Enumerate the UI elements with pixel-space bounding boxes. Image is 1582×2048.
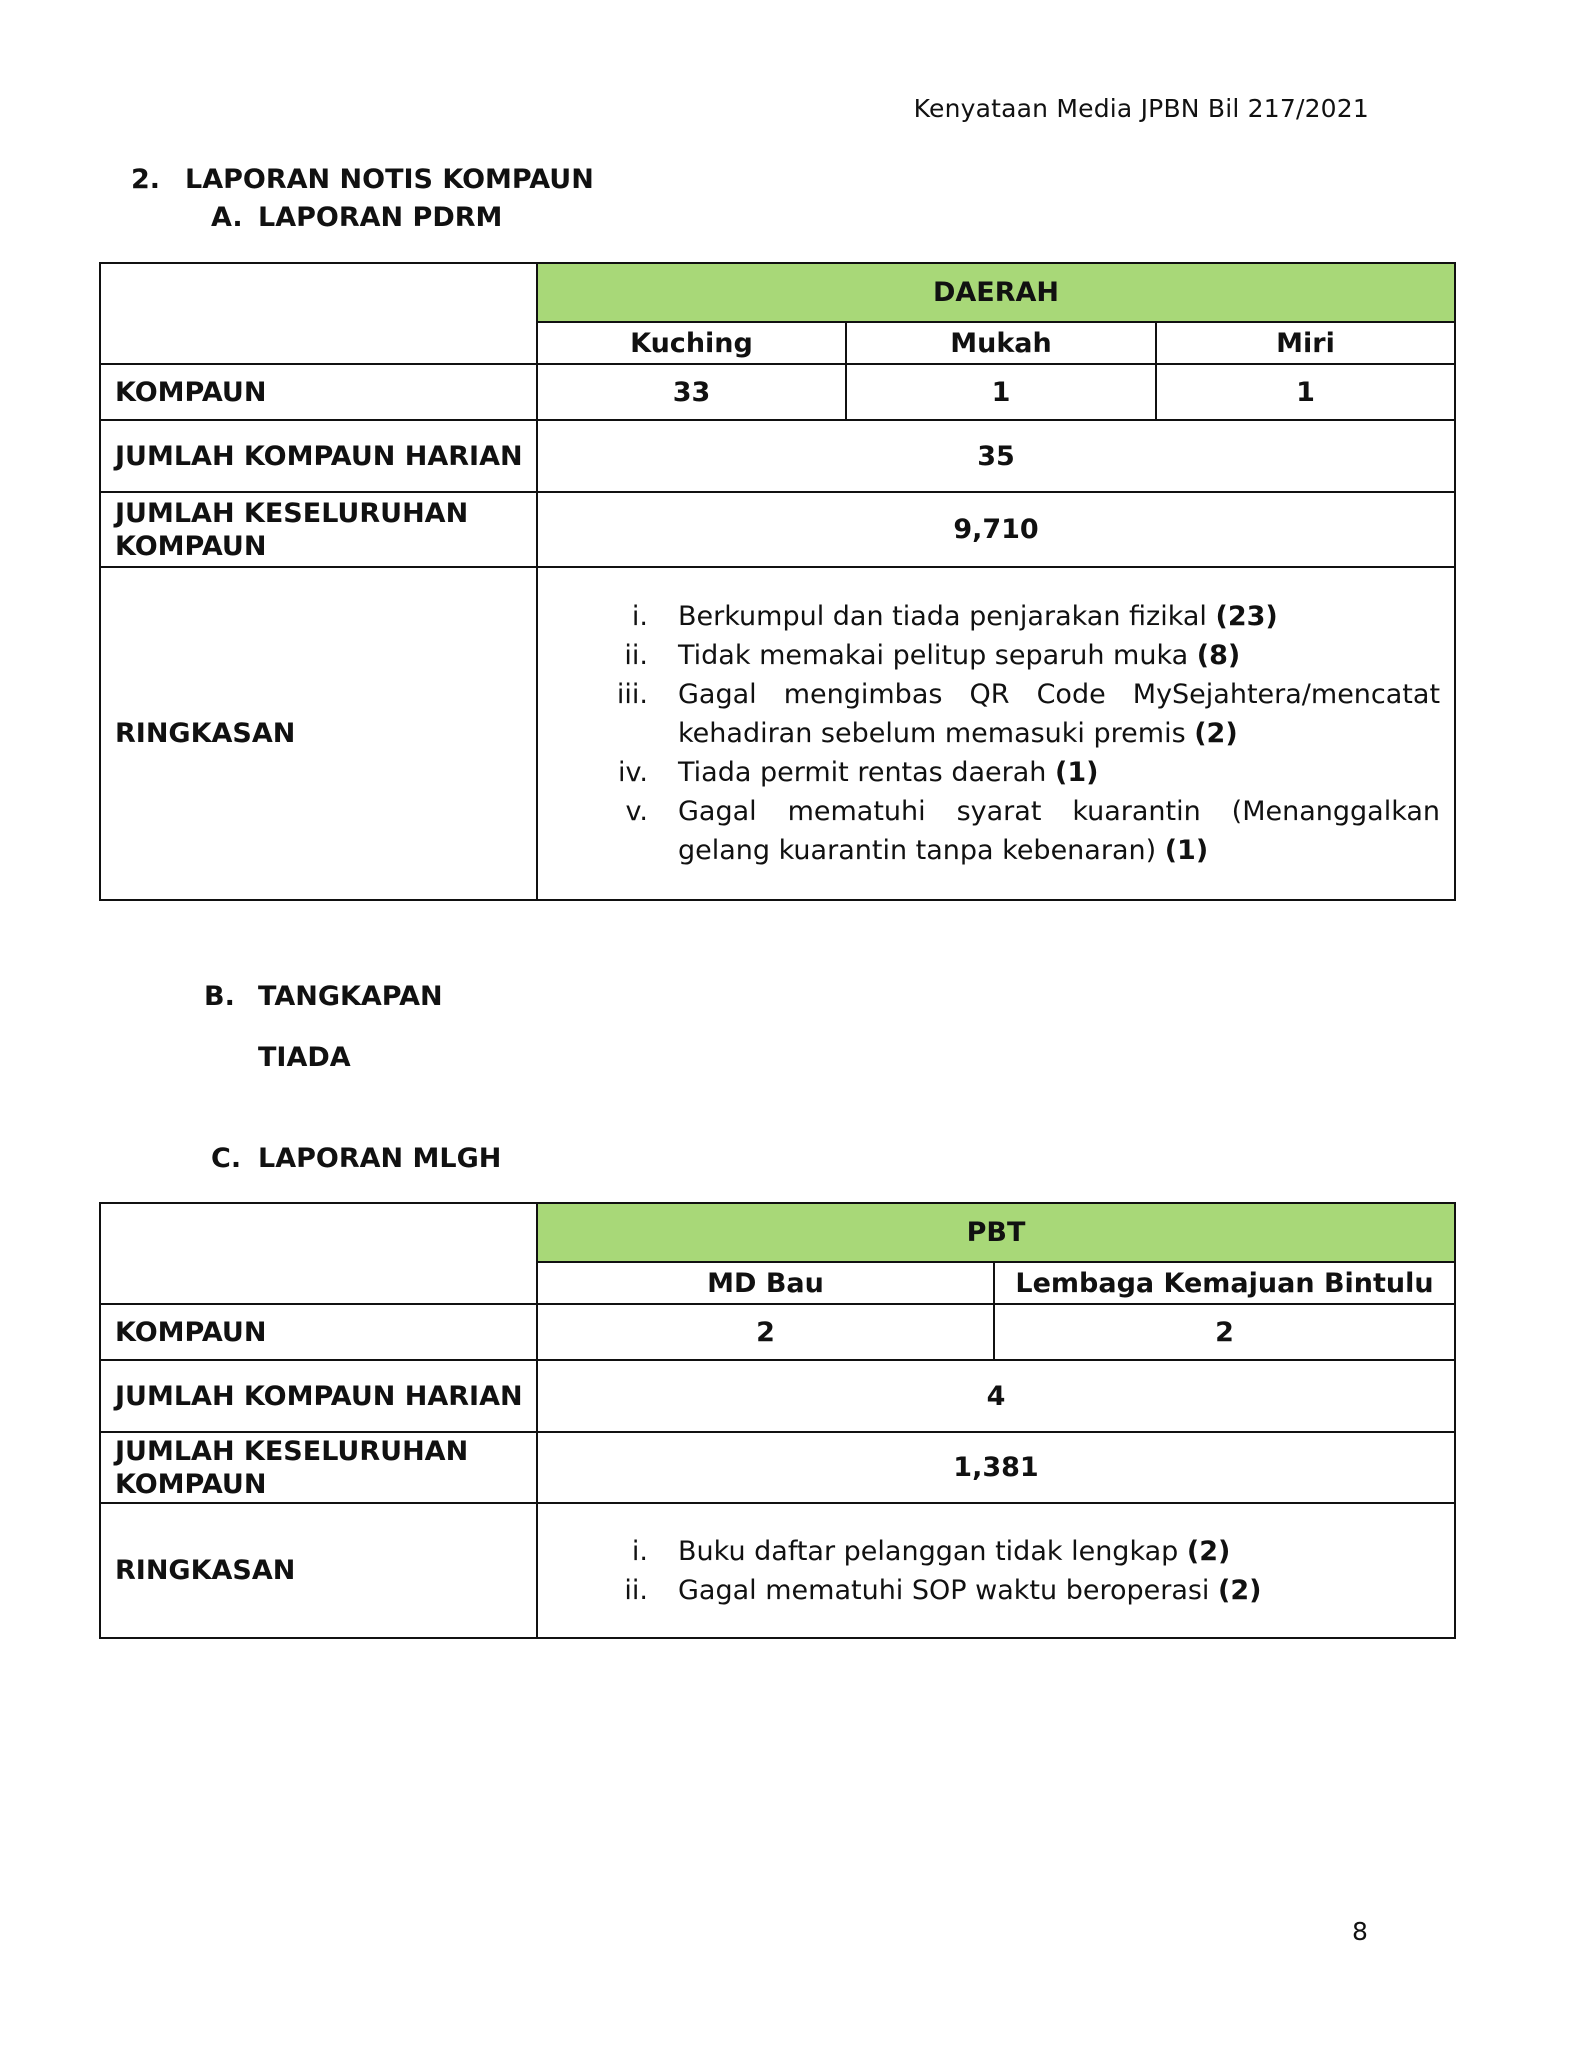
part-c-letter: C.: [211, 1143, 242, 1174]
row-label-harian: JUMLAH KOMPAUN HARIAN: [100, 1360, 537, 1432]
table-row: [100, 1304, 1455, 1360]
value-miri: 1: [1156, 364, 1455, 420]
list-text: [678, 1532, 1440, 1571]
list-text: [678, 675, 1440, 753]
part-b-letter: B.: [204, 981, 235, 1012]
list-item: [538, 636, 1440, 675]
section-title: LAPORAN NOTIS KOMPAUN: [185, 164, 594, 195]
page-number: 8: [1352, 1917, 1368, 1946]
row-label-kompaun: KOMPAUN: [100, 364, 537, 420]
value-keseluruhan: 9,710: [537, 492, 1455, 567]
part-c-heading: [211, 1143, 501, 1174]
column-header-mukah: Mukah: [846, 322, 1156, 364]
list-text-body: Gagal mematuhi SOP waktu beroperasi: [678, 1574, 1219, 1606]
list-text-body: Tiada permit rentas daerah: [678, 757, 1055, 788]
list-number: v.: [625, 796, 648, 827]
header-reference: Kenyataan Media JPBN Bil 217/2021: [913, 94, 1369, 123]
pdrm-table: [99, 262, 1456, 901]
list-item: [538, 675, 1440, 753]
value-md-bau: 2: [537, 1304, 994, 1360]
table-corner: [100, 1203, 537, 1304]
list-number: i.: [631, 1535, 648, 1567]
row-label-keseluruhan: [100, 1432, 537, 1503]
list-count: (23): [1215, 601, 1278, 632]
list-count: (1): [1054, 757, 1099, 788]
part-b-heading: [204, 981, 443, 1012]
part-a-title: LAPORAN PDRM: [258, 202, 503, 233]
section-heading: [131, 164, 594, 195]
row-label-keseluruhan: [100, 492, 537, 567]
list-text: [678, 792, 1440, 870]
value-keseluruhan: 1,381: [537, 1432, 1455, 1503]
list-text-body: Buku daftar pelanggan tidak lengkap: [678, 1535, 1187, 1567]
row-label-kompaun: KOMPAUN: [100, 1304, 537, 1360]
part-b-title: TANGKAPAN: [258, 981, 443, 1012]
column-header-kuching: Kuching: [537, 322, 846, 364]
table-row: [100, 1360, 1455, 1432]
pbt-header: PBT: [537, 1203, 1455, 1262]
row-label-keseluruhan-line2: KOMPAUN: [115, 1468, 267, 1500]
row-label-harian: JUMLAH KOMPAUN HARIAN: [100, 420, 537, 492]
ringkasan-cell: [537, 567, 1455, 900]
list-number: ii.: [624, 1574, 648, 1606]
ringkasan-list: [538, 597, 1454, 870]
table-row: [100, 364, 1455, 420]
daerah-header: DAERAH: [537, 263, 1455, 322]
column-header-bintulu: Lembaga Kemajuan Bintulu: [994, 1262, 1455, 1304]
column-header-md-bau: MD Bau: [537, 1262, 994, 1304]
row-label-keseluruhan-line2: KOMPAUN: [115, 530, 267, 562]
table-row: [100, 420, 1455, 492]
list-item: [538, 597, 1440, 636]
list-count: (8): [1196, 640, 1241, 671]
row-label-keseluruhan-line1: JUMLAH KESELURUHAN: [115, 497, 469, 529]
table-row: [100, 1503, 1455, 1638]
part-c-title: LAPORAN MLGH: [258, 1143, 502, 1174]
list-number: iv.: [618, 757, 648, 788]
table-corner: [100, 263, 537, 364]
ringkasan-list: [538, 1532, 1454, 1610]
list-item: [538, 792, 1440, 870]
ringkasan-cell: [537, 1503, 1455, 1638]
list-text: [678, 636, 1440, 675]
list-text-body: Tidak memakai pelitup separuh muka: [678, 640, 1197, 671]
list-number: iii.: [616, 679, 648, 710]
value-harian: 4: [537, 1360, 1455, 1432]
list-item: [538, 1532, 1440, 1571]
list-text: [678, 753, 1440, 792]
part-b-value: TIADA: [258, 1042, 351, 1073]
part-a-heading: [211, 202, 502, 233]
row-label-ringkasan: RINGKASAN: [100, 1503, 537, 1638]
list-count: (2): [1218, 1574, 1262, 1606]
part-a-letter: A.: [211, 202, 243, 233]
list-text-body: Berkumpul dan tiada penjarakan fizikal: [678, 601, 1216, 632]
value-bintulu: 2: [994, 1304, 1455, 1360]
value-kuching: 33: [537, 364, 846, 420]
list-text: [678, 597, 1440, 636]
row-label-ringkasan: RINGKASAN: [100, 567, 537, 900]
list-number: ii.: [624, 640, 648, 671]
section-number: 2.: [131, 164, 161, 195]
list-number: i.: [631, 601, 648, 632]
list-item: [538, 753, 1440, 792]
list-count: (2): [1194, 718, 1238, 749]
table-row: [100, 567, 1455, 900]
table-row: [100, 1432, 1455, 1503]
value-harian: 35: [537, 420, 1455, 492]
mlgh-table: [99, 1202, 1456, 1639]
row-label-keseluruhan-line1: JUMLAH KESELURUHAN: [115, 1435, 469, 1467]
list-count: (1): [1164, 835, 1209, 866]
list-count: (2): [1186, 1535, 1231, 1567]
table-row: [100, 492, 1455, 567]
list-text-body: Gagal mematuhi syarat kuarantin (Menanggalkan gelang kuarantin tanpa kebenaran): [678, 796, 1441, 866]
list-text-body: Gagal mengimbas QR Code MySejahtera/mencatat kehadiran sebelum memasuki premis: [678, 679, 1441, 749]
list-item: [538, 1571, 1440, 1610]
list-text: [678, 1571, 1440, 1610]
value-mukah: 1: [846, 364, 1156, 420]
column-header-miri: Miri: [1156, 322, 1455, 364]
